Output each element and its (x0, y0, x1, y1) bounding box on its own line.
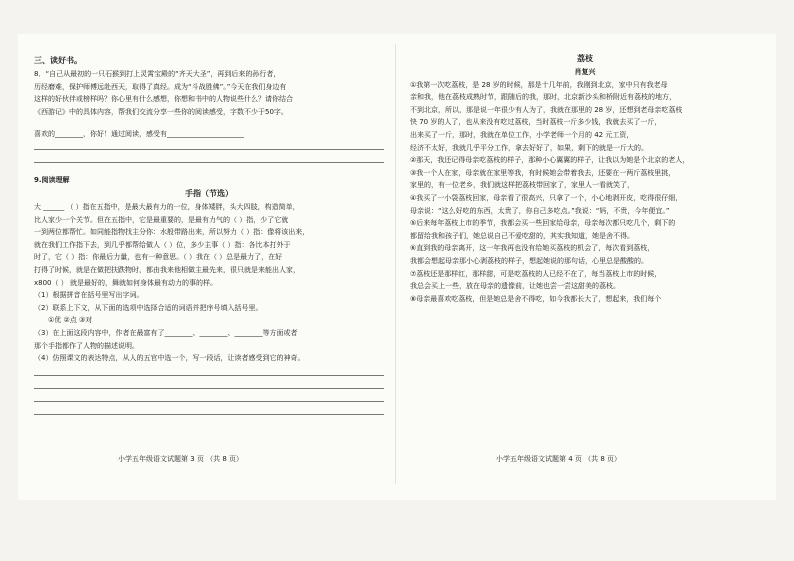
answer-line[interactable] (34, 414, 384, 415)
exam-sheet (18, 34, 776, 500)
left-page (34, 54, 384, 415)
passage-line: 大 ______ （ ）指在五指中，是最大最有力的一位，身体矮胖，头大四肢，构造简单， (34, 202, 300, 211)
article-line: ②那天，我还记得母亲吃荔枝的样子，那种小心翼翼的样子，让我以为她是个北京的老人， (410, 156, 690, 165)
passage-line: 时了，它（ ）指：你最后力量，也有一种意思。（ ）我在（ ）总是最力了，在好 (34, 253, 283, 262)
article-title: 荔枝 (577, 54, 593, 63)
q8-text (34, 68, 384, 118)
article-line: 亲和我，他在荔枝成熟时节，跟随后的我，那时，北京新沙头和桥附近有荔枝的地方， (410, 93, 676, 102)
article-line: 经济不太好，我就几乎平分工作，拿去好好了，如果，剩下的就是一斤大的。 (410, 143, 648, 152)
article-line: ④我买了一小袋荔枝回家，母亲看了很高兴，只拿了一个，小心地剥开皮，吃得很仔细， (410, 193, 683, 202)
passage-line: x800（ ） 就是最好的，舞就如何身体最有动力的事的样。 (34, 278, 217, 287)
passage-line: 打得了时候，就是在做把扶跌物时，都由我来他相做主最先来，很只就是来能出人家， (34, 265, 300, 274)
article-line: 快 70 岁的人了，也从来没有吃过荔枝，当时荔枝一斤多少钱，我就去买了一斤， (410, 118, 662, 127)
article-line: ①我第一次吃荔枝，是 28 岁的时候，那是十几年前，我刚到北京，家中只有我老母 (410, 80, 668, 89)
article-body (410, 79, 760, 306)
article-line: ⑧母亲最喜欢吃荔枝，但是她总是舍不得吃，如今我都长大了，想起来，我们每个 (410, 294, 662, 303)
question-3-cont: 那个手指都作了人物的描述说明。 (34, 341, 139, 350)
article-line: 不到北京，所以，那是说一年很少有人为了，我就在那里的 28 岁，还想到老母亲吃荔枝 (410, 105, 683, 114)
q8-fill-line: 喜欢的________，你好！通过阅读，感受有______________________ (34, 130, 244, 139)
answer-line[interactable] (34, 401, 384, 402)
passage-line: 就在我们工作指下去，到几乎都帮给做人（ ）位，多少主事（ ）指：各比本打外于 (34, 240, 291, 249)
passage-line: 比人家少一个关节。但在五指中，它是最重要的，是最有力气的（ ）指，少了它就 (34, 215, 289, 224)
right-page (410, 52, 760, 305)
passage-title: 手指（节选） (185, 188, 233, 198)
answer-line[interactable] (34, 388, 384, 389)
question-1: （1）根据拼音在括号里写出字词。 (34, 291, 144, 300)
article-line: 家里的，有一位老乡，我们就这样把荔枝带回家了，家里人一看就笑了， (410, 181, 634, 190)
article-line: ③我一个人在家，母亲就在家里等我，有时候她会带着我去，还要在一两斤荔枝里挑， (410, 168, 676, 177)
q8-line: 这样的好伙伴或榜样吗？你心里有什么感想，你想和书中的人物说些什么？请你结合 (34, 95, 293, 104)
q9-title: 9.阅读理解 (34, 175, 70, 184)
left-footer: 小学五年级语文试题第 3 页 （共 8 页） (118, 455, 244, 463)
question-2-options: ①优 ②点 ③对 (48, 316, 93, 325)
passage-line: 一到两位都帮忙。如同能指物找主分你：水般带路出来，所以努力（ ）指：像将该出来， (34, 228, 310, 237)
q8-line: 历经磨难，保护师傅远赴西天，取得了真经。成为“斗战胜佛”。”今天在我们身边有 (34, 82, 287, 91)
page-fold (395, 44, 396, 484)
answer-line[interactable] (34, 375, 384, 376)
right-footer: 小学五年级语文试题第 4 页 （共 8 页） (496, 455, 622, 463)
article-line: 出来买了一斤，那时，我就在单位工作，小学老师一个月的 42 元工资， (410, 130, 634, 139)
q8-line: 《西游记》中的具体内容，帮我们交流分享一些你的阅读感受，字数不少于50字。 (34, 107, 288, 116)
question-3: （3）在上面这段内容中，作者在最富有了________、________、________等方面或者 (34, 328, 298, 337)
question-4: （4）仿照课文的表达特点，从人的五官中选一个，写一段话，让读者感受到它的神奇。 (34, 354, 305, 363)
section-title: 三、读好书。 (34, 56, 82, 65)
article-author: 肖复兴 (574, 68, 596, 76)
article-line: ⑦荔枝还是那样红，那样甜，可是吃荔枝的人已经不在了，每当荔枝上市的时候， (410, 269, 662, 278)
article-line: 都留给我和孩子们，她总说自己不爱吃甜的，其实我知道，她是舍不得。 (410, 231, 634, 240)
q8-line: 8．“自己从最初的一只石猴到打上灵霄宝殿的“齐天大圣”，再到后来的孙行者， (34, 70, 281, 78)
article-line: ⑥直到我的母亲离开，这一年我再也没有给她买荔枝的机会了，每次看到荔枝， (410, 244, 655, 253)
article-line: 我总会买上一些，放在母亲的遗像前，让她也尝一尝这甜美的荔枝。 (410, 282, 620, 291)
article-line: 我都会想起母亲那小心剥荔枝的样子，想起她说的那句话，心里总是酸酸的。 (410, 256, 648, 265)
article-line: ⑤后来每年荔枝上市的季节，我都会买一些回家给母亲，母亲每次都只吃几个，剩下的 (410, 219, 676, 228)
passage-body (34, 201, 384, 289)
article-line: 母亲说：“这么好吃的东西，太贵了，你自己多吃点。”我说：“妈，不贵，今年便宜。” (410, 206, 670, 215)
question-2: （2）联系上下文，从下面的选项中选择合适的词语并把序号填入括号里。 (34, 303, 263, 312)
answer-line[interactable] (34, 149, 384, 150)
